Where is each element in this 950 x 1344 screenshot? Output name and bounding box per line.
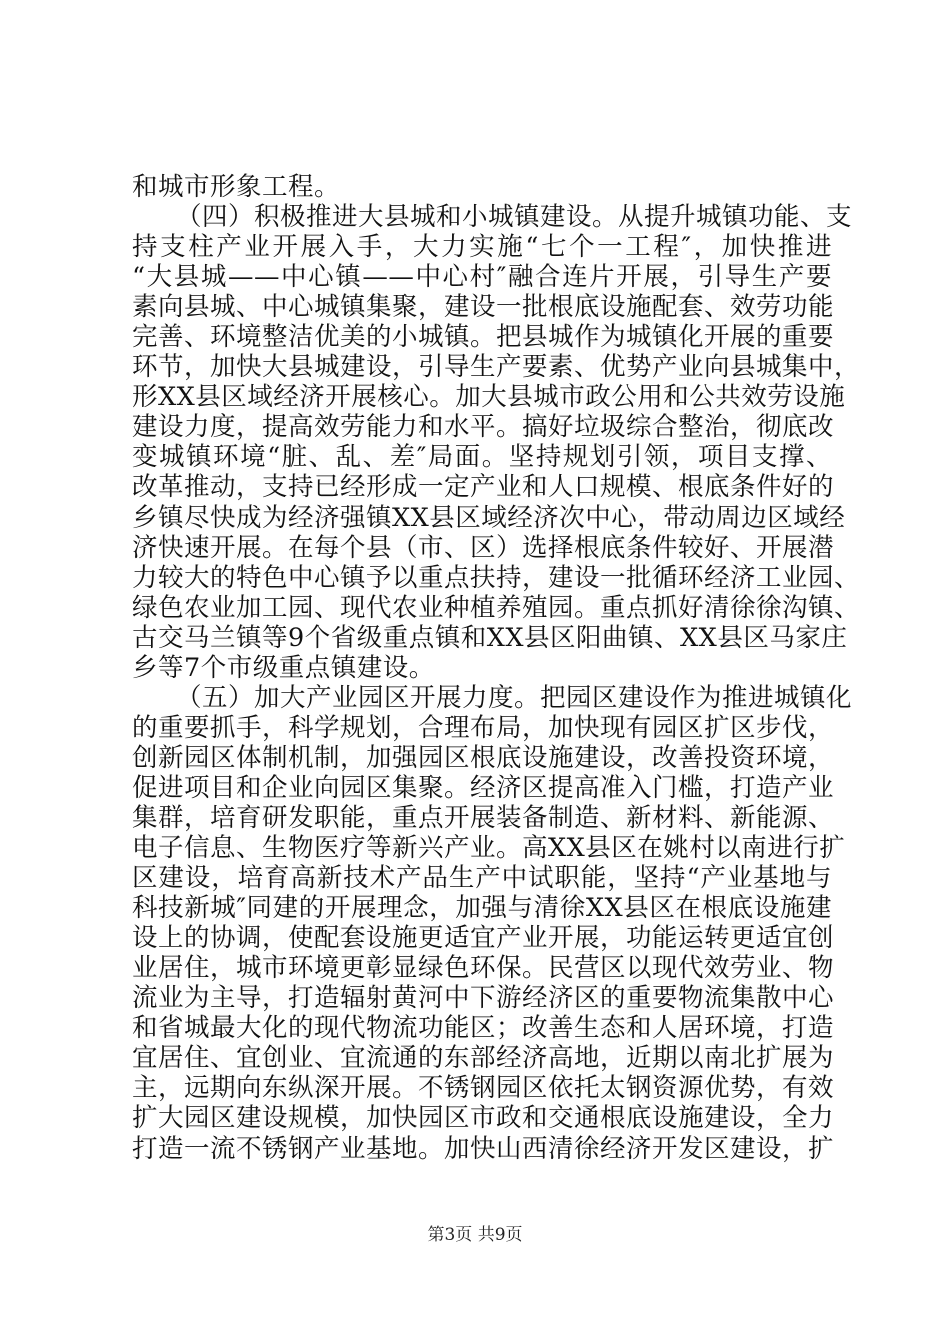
page-number-label: 第3页 共9页 bbox=[427, 1225, 523, 1245]
text-line: 素向县城、中心城镇集聚，建设一批根底设施配套、效劳功能 bbox=[132, 292, 835, 323]
text-line: 宜居住、宜创业、宜流通的东部经济高地，近期以南北扩展为 bbox=[132, 1043, 835, 1074]
text-line: 环节，加快大县城建设，引导生产要素、优势产业向县城集中， bbox=[132, 352, 861, 383]
page-footer bbox=[0, 1220, 950, 1245]
text-line: 的重要抓手，科学规划，合理布局，加快现有园区扩区步伐， bbox=[132, 712, 835, 743]
text-line: 和省城最大化的现代物流功能区；改善生态和人居环境，打造 bbox=[132, 1013, 835, 1044]
text-line: 科技新城″同建的开展理念，加强与清徐XX县区在根底设施建 bbox=[132, 893, 832, 924]
text-line: 乡等7个市级重点镇建设。 bbox=[132, 652, 435, 683]
text-line: 完善、环境整洁优美的小城镇。把县城作为城镇化开展的重要 bbox=[132, 322, 835, 353]
text-line: 持支柱产业开展入手，大力实施“七个一工程″，加快推进 bbox=[132, 232, 832, 263]
text-line: 绿色农业加工园、现代农业种植养殖园。重点抓好清徐徐沟镇、 bbox=[132, 592, 861, 623]
text-line: 流业为主导，打造辐射黄河中下游经济区的重要物流集散中心 bbox=[132, 983, 835, 1014]
text-line: 建设力度，提高效劳能力和水平。搞好垃圾综合整治，彻底改 bbox=[132, 412, 835, 443]
text-line: 改革推动，支持已经形成一定产业和人口规模、根底条件好的 bbox=[132, 472, 835, 503]
text-line: 和城市形象工程。 bbox=[132, 172, 341, 202]
text-line: （四）积极推进大县城和小城镇建设。从提升城镇功能、支 bbox=[176, 202, 853, 233]
text-line: 区建设，培育高新技术产品生产中试职能，坚持“产业基地与 bbox=[132, 863, 832, 894]
text-line: 乡镇尽快成为经济强镇XX县区域经济次中心，带动周边区域经 bbox=[132, 502, 846, 533]
text-line: 集群，培育研发职能，重点开展装备制造、新材料、新能源、 bbox=[132, 802, 835, 833]
text-line: 古交马兰镇等9个省级重点镇和XX县区阳曲镇、XX县区马家庄 bbox=[132, 622, 848, 653]
text-line: 创新园区体制机制，加强园区根底设施建设，改善投资环境， bbox=[132, 742, 835, 773]
text-line: 主，远期向东纵深开展。不锈钢园区依托太钢资源优势，有效 bbox=[132, 1073, 835, 1104]
text-line: “大县城——中心镇——中心村″融合连片开展，引导生产要 bbox=[132, 262, 832, 293]
text-line: 形XX县区域经济开展核心。加大县城市政公用和公共效劳设施 bbox=[132, 382, 846, 413]
document-body bbox=[132, 172, 861, 1164]
text-line: 设上的协调，使配套设施更适宜产业开展，功能运转更适宜创 bbox=[132, 923, 835, 954]
text-line: 促进项目和企业向园区集聚。经济区提高准入门槛，打造产业 bbox=[132, 772, 835, 803]
text-line: （五）加大产业园区开展力度。把园区建设作为推进城镇化 bbox=[176, 682, 853, 713]
text-line: 电子信息、生物医疗等新兴产业。高XX县区在姚村以南进行扩 bbox=[132, 833, 846, 864]
text-line: 济快速开展。在每个县（市、区）选择根底条件较好、开展潜 bbox=[132, 532, 835, 563]
text-line: 力较大的特色中心镇予以重点扶持，建设一批循环经济工业园、 bbox=[132, 562, 861, 593]
text-line: 打造一流不锈钢产业基地。加快山西清徐经济开发区建设，扩 bbox=[132, 1133, 835, 1164]
text-line: 业居住，城市环境更彰显绿色环保。民营区以现代效劳业、物 bbox=[132, 953, 835, 984]
text-line: 扩大园区建设规模，加快园区市政和交通根底设施建设，全力 bbox=[132, 1103, 835, 1134]
text-line: 变城镇环境“脏、乱、差″局面。坚持规划引领，项目支撑、 bbox=[132, 442, 832, 473]
